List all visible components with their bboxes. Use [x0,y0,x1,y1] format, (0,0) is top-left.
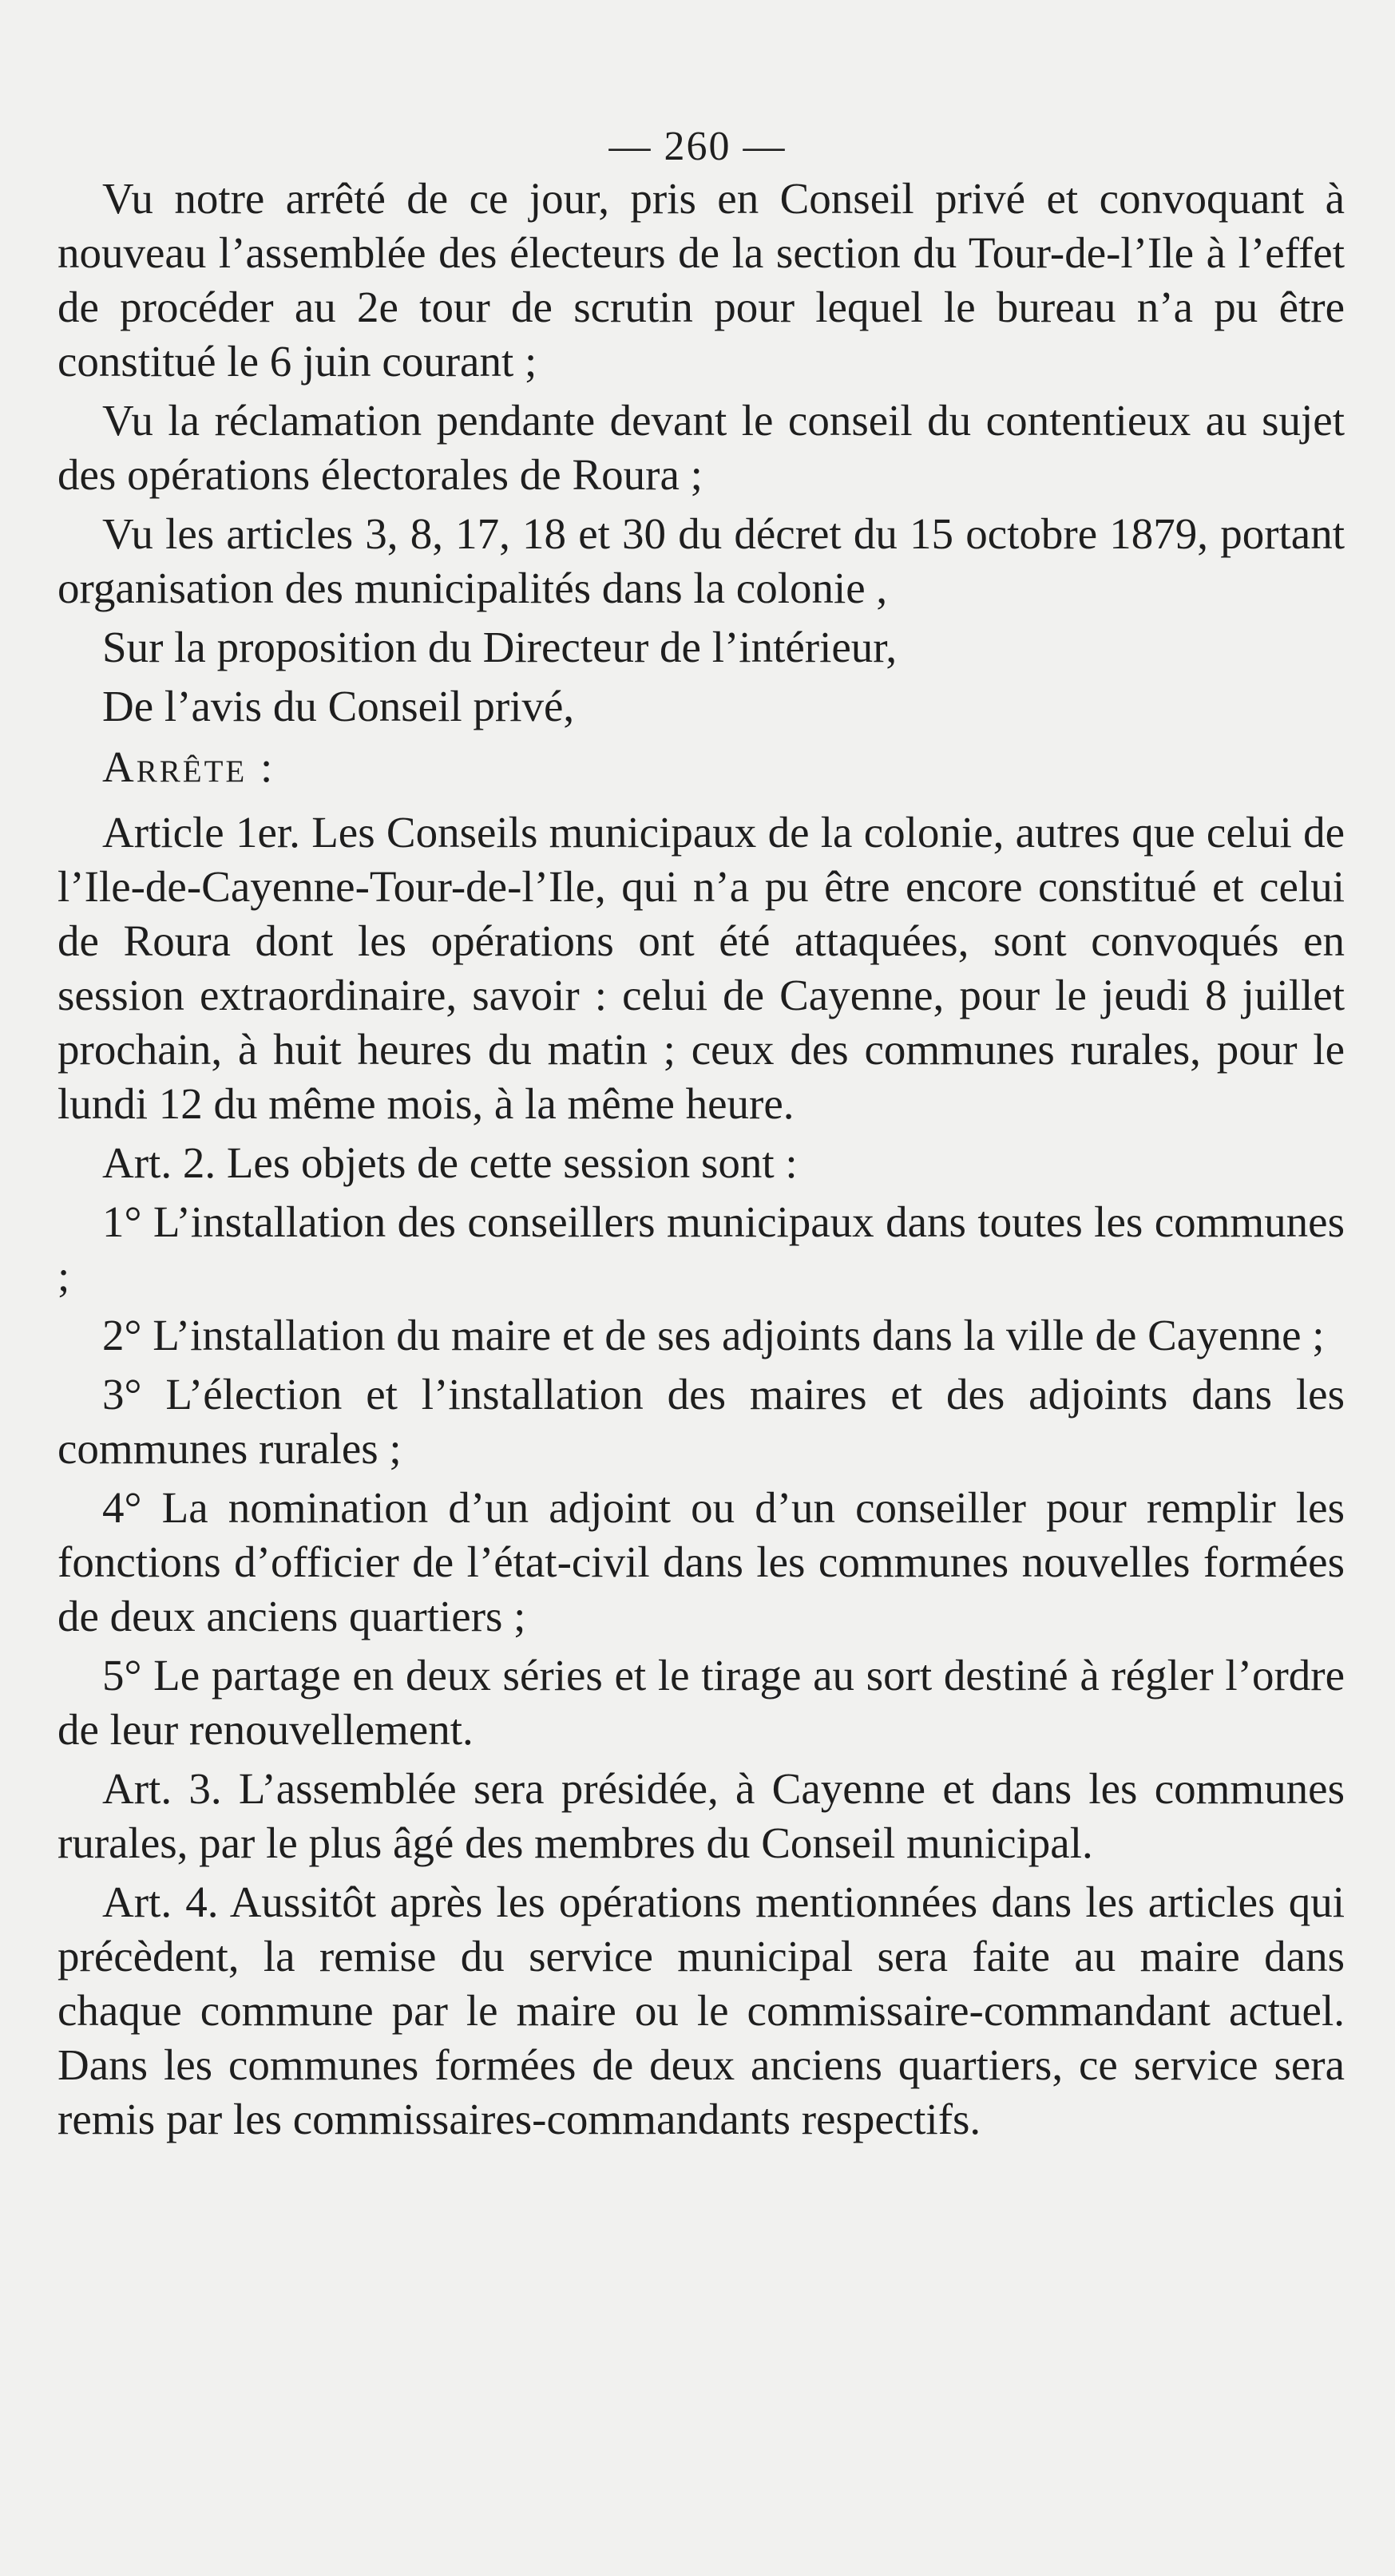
text-body [57,172,1345,2151]
preamble-paragraph: Vu la réclamation pendante devant le conseil du contentieux au sujet des opérations électorales de Roura ; [57,396,1345,499]
page-number: — 260 — [608,124,787,169]
preamble-paragraph: De l’avis du Conseil privé, [102,682,575,730]
preamble-paragraph: Vu notre arrêté de ce jour, pris en Conseil privé et convoquant à nouveau l’assemblée des électeurs de la section du Tour-de-l’Ile à l’effet de procéder au 2e tour de scrutin pour lequel le bureau n’a pu être constitué le 6 juin courant ; [57,174,1345,386]
article-paragraph: Art. 4. Aussitôt après les opérations mentionnées dans les articles qui précèdent, la remise du service municipal sera faite au maire dans chaque commune par le maire ou le commissaire-commandant actuel. Dans les communes formées de deux anciens quartiers, ce service sera remis par les commissaires-commandants respectifs. [57,1878,1345,2143]
article-paragraph: Art. 2. Les objets de cette session sont : [102,1138,798,1187]
list-item: 2° L’installation du maire et de ses adjoints dans la ville de Cayenne ; [102,1311,1325,1359]
preamble-paragraph: Vu les articles 3, 8, 17, 18 et 30 du décret du 15 octobre 1879, portant organisation des municipalités dans la colonie , [57,509,1345,612]
article-paragraph: Art. 3. L’assemblée sera présidée, à Cayenne et dans les communes rurales, par le plus âgé des membres du Conseil municipal. [57,1764,1345,1867]
preamble-paragraph: Sur la proposition du Directeur de l’intérieur, [102,623,898,671]
arrete-heading: Arrête : [102,742,275,791]
list-item: 1° L’installation des conseillers municipaux dans toutes les communes ; [57,1197,1345,1300]
article-paragraph: Article 1er. Les Conseils municipaux de la colonie, autres que celui de l’Ile-de-Cayenne-Tour-de-l’Ile, qui n’a pu être encore constitué et celui de Roura dont les opérations ont été attaquées, sont convoqués en session extraordinaire, savoir : celui de Cayenne, pour le jeudi 8 juillet prochain, à huit heures du matin ; ceux des communes rurales, pour le lundi 12 du même mois, à la même heure. [57,808,1345,1128]
list-item: 4° La nomination d’un adjoint ou d’un conseiller pour remplir les fonctions d’officier de l’état-civil dans les communes nouvelles formées de deux anciens quartiers ; [57,1483,1345,1640]
list-item: 5° Le partage en deux séries et le tirage au sort destiné à régler l’ordre de leur renouvellement. [57,1651,1345,1754]
list-item: 3° L’élection et l’installation des maires et des adjoints dans les communes rurales ; [57,1370,1345,1473]
